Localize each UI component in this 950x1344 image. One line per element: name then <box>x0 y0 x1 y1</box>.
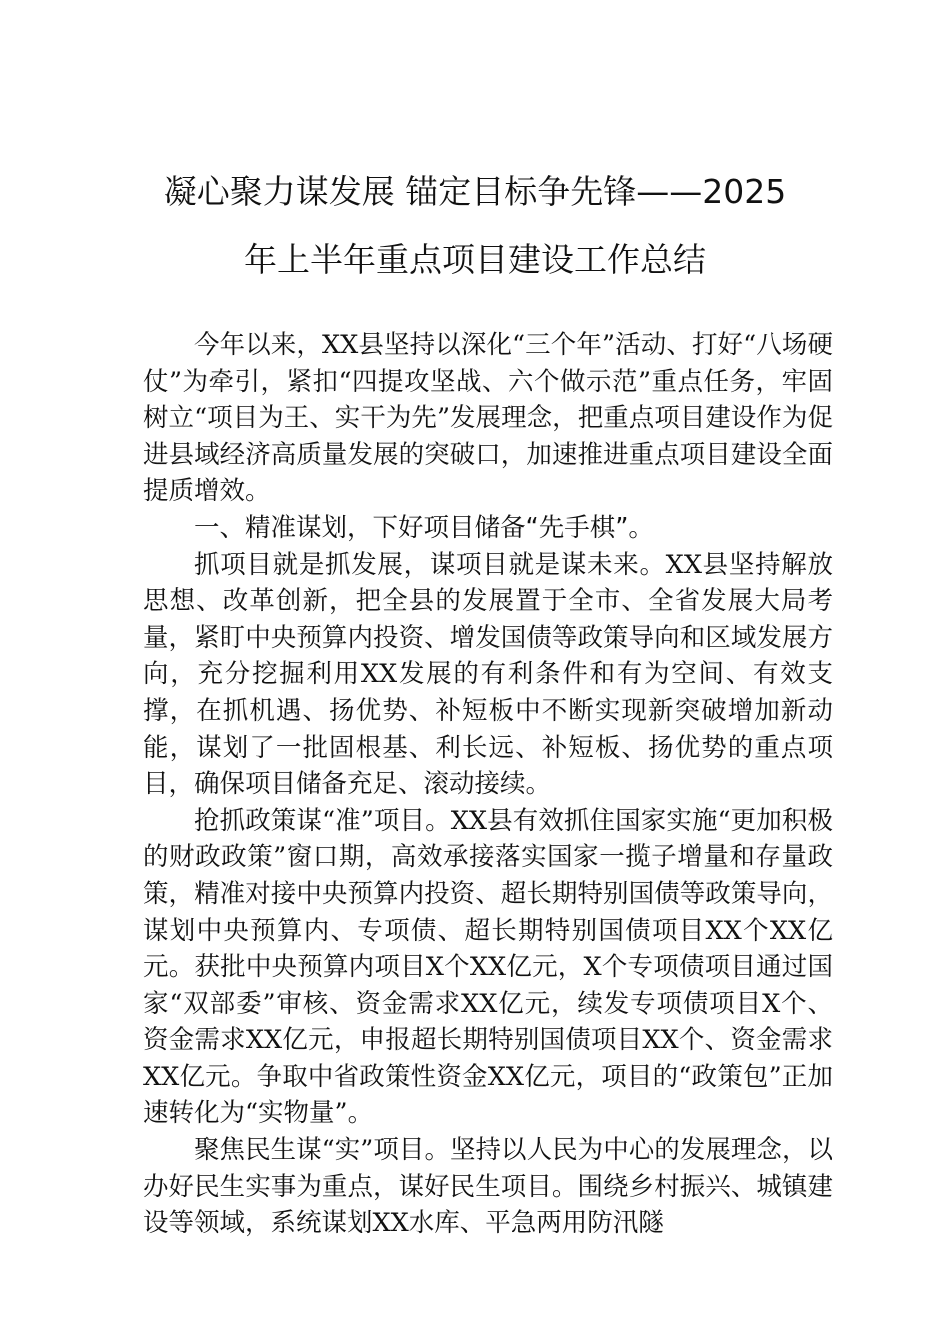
paragraph-livelihood: 聚焦民生谋“实”项目。坚持以人民为中心的发展理念，以办好民生实事为重点，谋好民生项目。围绕乡村振兴、城镇建设等领域，系统谋划XX水库、平急两用防汛隧 <box>143 1135 833 1239</box>
title-line-1: 凝心聚力谋发展 锚定目标争先锋——2025 <box>163 172 787 211</box>
paragraph-policy: 抢抓政策谋“准”项目。XX县有效抓住国家实施“更加积极的财政政策”窗口期，高效承接落实国家一揽子增量和存量政策，精准对接中央预算内投资、超长期特别国债等政策导向，谋划中央预算内、专项债、超长期特别国债项目XX个XX亿元。获批中央预算内项目X个XX亿元，X个专项债项目通过国家“双部委”审核、资金需求XX亿元，续发专项债项目X个、资金需求XX亿元，申报超长期特别国债项目XX个、资金需求XX亿元。争取中省政策性资金XX亿元，项目的“政策包”正加速转化为“实物量”。 <box>143 805 833 1129</box>
paragraph-intro: 今年以来，XX县坚持以深化“三个年”活动、打好“八场硬仗”为牵引，紧扣“四提攻坚战、六个做示范”重点任务，牢固树立“项目为王、实干为先”发展理念，把重点项目建设作为促进县域经济高质量发展的突破口，加速推进重点项目建设全面提质增效。 <box>143 330 833 507</box>
title-line-2: 年上半年重点项目建设工作总结 <box>244 240 706 279</box>
document-body <box>143 327 833 1242</box>
document-title <box>130 158 820 294</box>
paragraph-planning: 抓项目就是抓发展，谋项目就是谋未来。XX县坚持解放思想、改革创新，把全县的发展置于全市、全省发展大局考量，紧盯中央预算内投资、增发国债等政策导向和区域发展方向，充分挖掘利用XX发展的有利条件和有为空间、有效支撑，在抓机遇、扬优势、补短板中不断实现新突破增加新动能，谋划了一批固根基、利长远、补短板、扬优势的重点项目，确保项目储备充足、滚动接续。 <box>143 549 833 800</box>
section-heading-1: 一、精准谋划，下好项目储备“先手棋”。 <box>194 512 654 543</box>
